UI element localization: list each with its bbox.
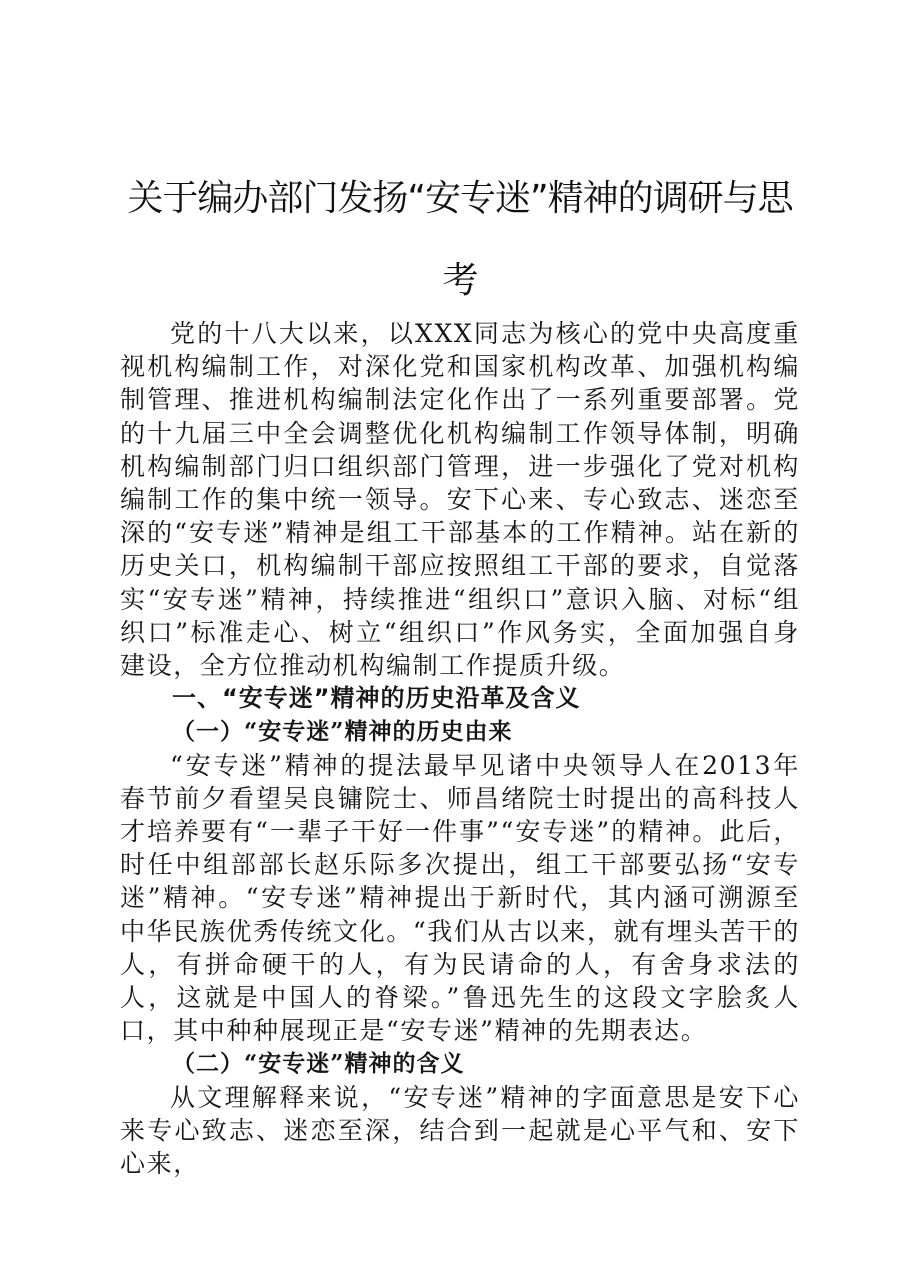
section-heading-1: 一、“安专迷”精神的历史沿革及含义 xyxy=(172,684,581,713)
intro-paragraph: 党的十八大以来，以XXX同志为核心的党中央高度重视机构编制工作，对深化党和国家机构改革、加强机构编制管理、推进机构编制法定化作出了一系列重要部署。党的十九届三中全会调整优化机构编制工作领导体制，明确机构编制部门归口组织部门管理，进一步强化了党对机构编制工作的集中统一领导。安下心来、专心致志、迷恋至深的“安专迷”精神是组工干部基本的工作精神。站在新的历史关口，机构编制干部应按照组工干部的要求，自觉落实“安专迷”精神，持续推进“组织口”意识入脑、对标“组织口”标准走心、树立“组织口”作风务实，全面加强自身建设，全方位推动机构编制工作提质升级。 xyxy=(120,319,800,681)
subsection-1-paragraph: “安专迷”精神的提法最早见诸中央领导人在2013年春节前夕看望吴良镛院士、师昌绪院士时提出的高科技人才培养要有“一辈子干好一件事”“安专迷”的精神。此后，时任中组部部长赵乐际多次提出，组工干部要弘扬“安专迷”精神。“安专迷”精神提出于新时代，其内涵可溯源至中华民族优秀传统文化。“我们从古以来，就有埋头苦干的人，有拼命硬干的人，有为民请命的人，有舍身求法的人，这就是中国人的脊梁。”鲁迅先生的这段文字脍炙人口，其中种种展现正是“安专迷”精神的先期表达。 xyxy=(120,750,800,1046)
document-body xyxy=(120,317,800,1180)
subsection-heading-1: （一）“安专迷”精神的历史由来 xyxy=(172,718,513,746)
subsection-2-paragraph: 从文理解释来说，“安专迷”精神的字面意思是安下心来专心致志、迷恋至深，结合到一起就是心平气和、安下心来， xyxy=(120,1082,800,1179)
subsection-heading-2: （二）“安专迷”精神的含义 xyxy=(172,1050,465,1078)
document-title: 关于编办部门发扬“安专迷”精神的调研与思考 xyxy=(127,178,793,301)
